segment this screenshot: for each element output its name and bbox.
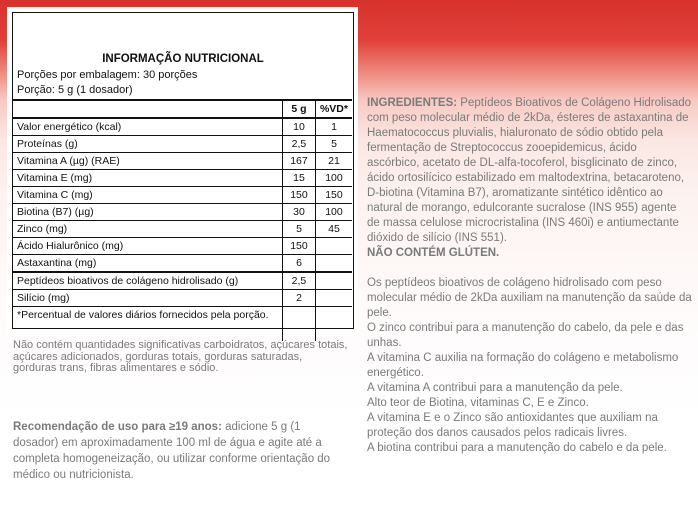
nutrient-name: Silício (mg) xyxy=(13,290,283,307)
nutrient-name: Valor energético (kcal) xyxy=(13,118,283,136)
serving-size: Porção: 5 g (1 dosador) xyxy=(17,84,133,96)
nutrient-vd: 100 xyxy=(315,170,352,187)
nutrient-amount: 10 xyxy=(283,118,316,136)
nutrient-amount: 150 xyxy=(283,187,316,204)
nutrient-amount: 150 xyxy=(283,238,316,255)
nutrient-amount: 15 xyxy=(283,170,316,187)
nutrient-vd xyxy=(315,272,352,290)
nutrient-amount: 5 xyxy=(283,221,316,238)
table-row xyxy=(13,153,352,170)
claim-vitamin-a: A vitamina A contribui para a manutenção da pele. xyxy=(367,382,623,394)
not-significant-note: Não contém quantidades significativas carboidratos, açúcares totais, açúcares adicionados, gorduras totais, gorduras saturadas, gorduras trans, fibras alimentares e sódio. xyxy=(13,339,348,374)
nutrient-vd: 150 xyxy=(315,187,352,204)
nutrient-amount: 167 xyxy=(283,153,316,170)
nutrient-name: Ácido Hialurônico (mg) xyxy=(13,238,283,255)
claim-antioxidants: A vitamina E e o Zinco são antioxidantes que auxiliam na proteção dos danos causados pelos radicais livres. xyxy=(367,412,658,439)
table-row xyxy=(13,272,352,290)
claim-zinc: O zinco contribui para a manutenção do cabelo, da pele e das unhas. xyxy=(367,322,684,349)
ingredients-paragraph xyxy=(367,96,692,246)
nutrient-amount: 2,5 xyxy=(283,272,316,290)
nutrient-name: Zinco (mg) xyxy=(13,221,283,238)
nutrition-facts-table xyxy=(12,12,354,329)
claim-high-content: Alto teor de Biotina, vitaminas C, E e Zinco. xyxy=(367,397,589,409)
ingredients-label: INGREDIENTES: xyxy=(367,97,458,109)
nutrient-name: Vitamina E (mg) xyxy=(13,170,283,187)
table-row xyxy=(13,187,352,204)
nutrient-name: Astaxantina (mg) xyxy=(13,255,283,273)
column-vd: %VD* xyxy=(315,100,352,118)
nutrition-grid xyxy=(13,99,352,341)
usage-recommendation xyxy=(13,419,348,483)
table-row xyxy=(13,136,352,153)
nutrient-vd: 45 xyxy=(315,221,352,238)
nutrient-amount: 30 xyxy=(283,204,316,221)
nutrient-name: Vitamina C (mg) xyxy=(13,187,283,204)
ingredients-section xyxy=(367,96,692,456)
table-footnote-row xyxy=(13,307,352,342)
gluten-statement: NÃO CONTÉM GLÚTEN. xyxy=(367,247,500,259)
claim-collagen: Os peptídeos bioativos de colágeno hidrolisado com peso molecular médio de 2kDa auxiliam na manutenção da saúde da pele. xyxy=(367,277,692,319)
recommendation-label: Recomendação de uso para ≥19 anos: xyxy=(13,421,222,433)
table-row xyxy=(13,221,352,238)
nutrient-name: Proteínas (g) xyxy=(13,136,283,153)
nutrient-vd: 5 xyxy=(315,136,352,153)
ingredients-text: Peptídeos Bioativos de Colágeno Hidrolisado com peso molecular médio de 2kDa, ésteres de astaxantina de Haematococcus pluvialis, hialuronato de sódio obtido pela fermentação de Streptococcus zooepidemicus, ácido ascórbico, acetato de DL-alfa-tocoferol, bisglicinato de zinco, ácido ortosilícico estabilizado em maltodextrina, betacaroteno, D-biotina (Vitamina B7), aromatizante sintético idêntico ao natural de morango, edulcorante sucralose (INS 955) agente de massa celulose microcristalina (INS 460i) e antiumectante dióxido de silício (INS 551). xyxy=(367,97,692,244)
table-row xyxy=(13,255,352,273)
table-row xyxy=(13,238,352,255)
nutrient-name: Biotina (B7) (µg) xyxy=(13,204,283,221)
nutrient-amount: 6 xyxy=(283,255,316,273)
nutrient-name: Peptídeos bioativos de colágeno hidrolisado (g) xyxy=(13,272,283,290)
table-header-row xyxy=(13,100,352,118)
nutrient-vd xyxy=(315,238,352,255)
nutrient-vd: 21 xyxy=(315,153,352,170)
claim-vitamin-c: A vitamina C auxilia na formação do colágeno e metabolismo energético. xyxy=(367,352,679,379)
claim-biotin: A biotina contribui para a manutenção do cabelo e da pele. xyxy=(367,442,667,454)
table-row xyxy=(13,204,352,221)
nutrient-amount: 2,5 xyxy=(283,136,316,153)
servings-per-pack: Porções por embalagem: 30 porções xyxy=(17,69,198,81)
nutrient-name: Vitamina A (µg) (RAE) xyxy=(13,153,283,170)
column-amount: 5 g xyxy=(283,100,316,118)
table-row xyxy=(13,290,352,307)
nutrient-vd: 1 xyxy=(315,118,352,136)
recommendation-text: adicione 5 g (1 dosador) em aproximadamente 100 ml de água e agite até a completa homogeneização, ou utilizar conforme orientação do médico ou nutricionista. xyxy=(13,421,331,481)
nutrition-title: INFORMAÇÃO NUTRICIONAL xyxy=(102,53,264,65)
nutrient-amount: 2 xyxy=(283,290,316,307)
nutrient-vd xyxy=(315,255,352,273)
table-row xyxy=(13,118,352,136)
nutrient-vd xyxy=(315,290,352,307)
nutrient-vd: 100 xyxy=(315,204,352,221)
footnote: *Percentual de valores diários fornecidos pela porção. xyxy=(13,307,283,342)
table-row xyxy=(13,170,352,187)
